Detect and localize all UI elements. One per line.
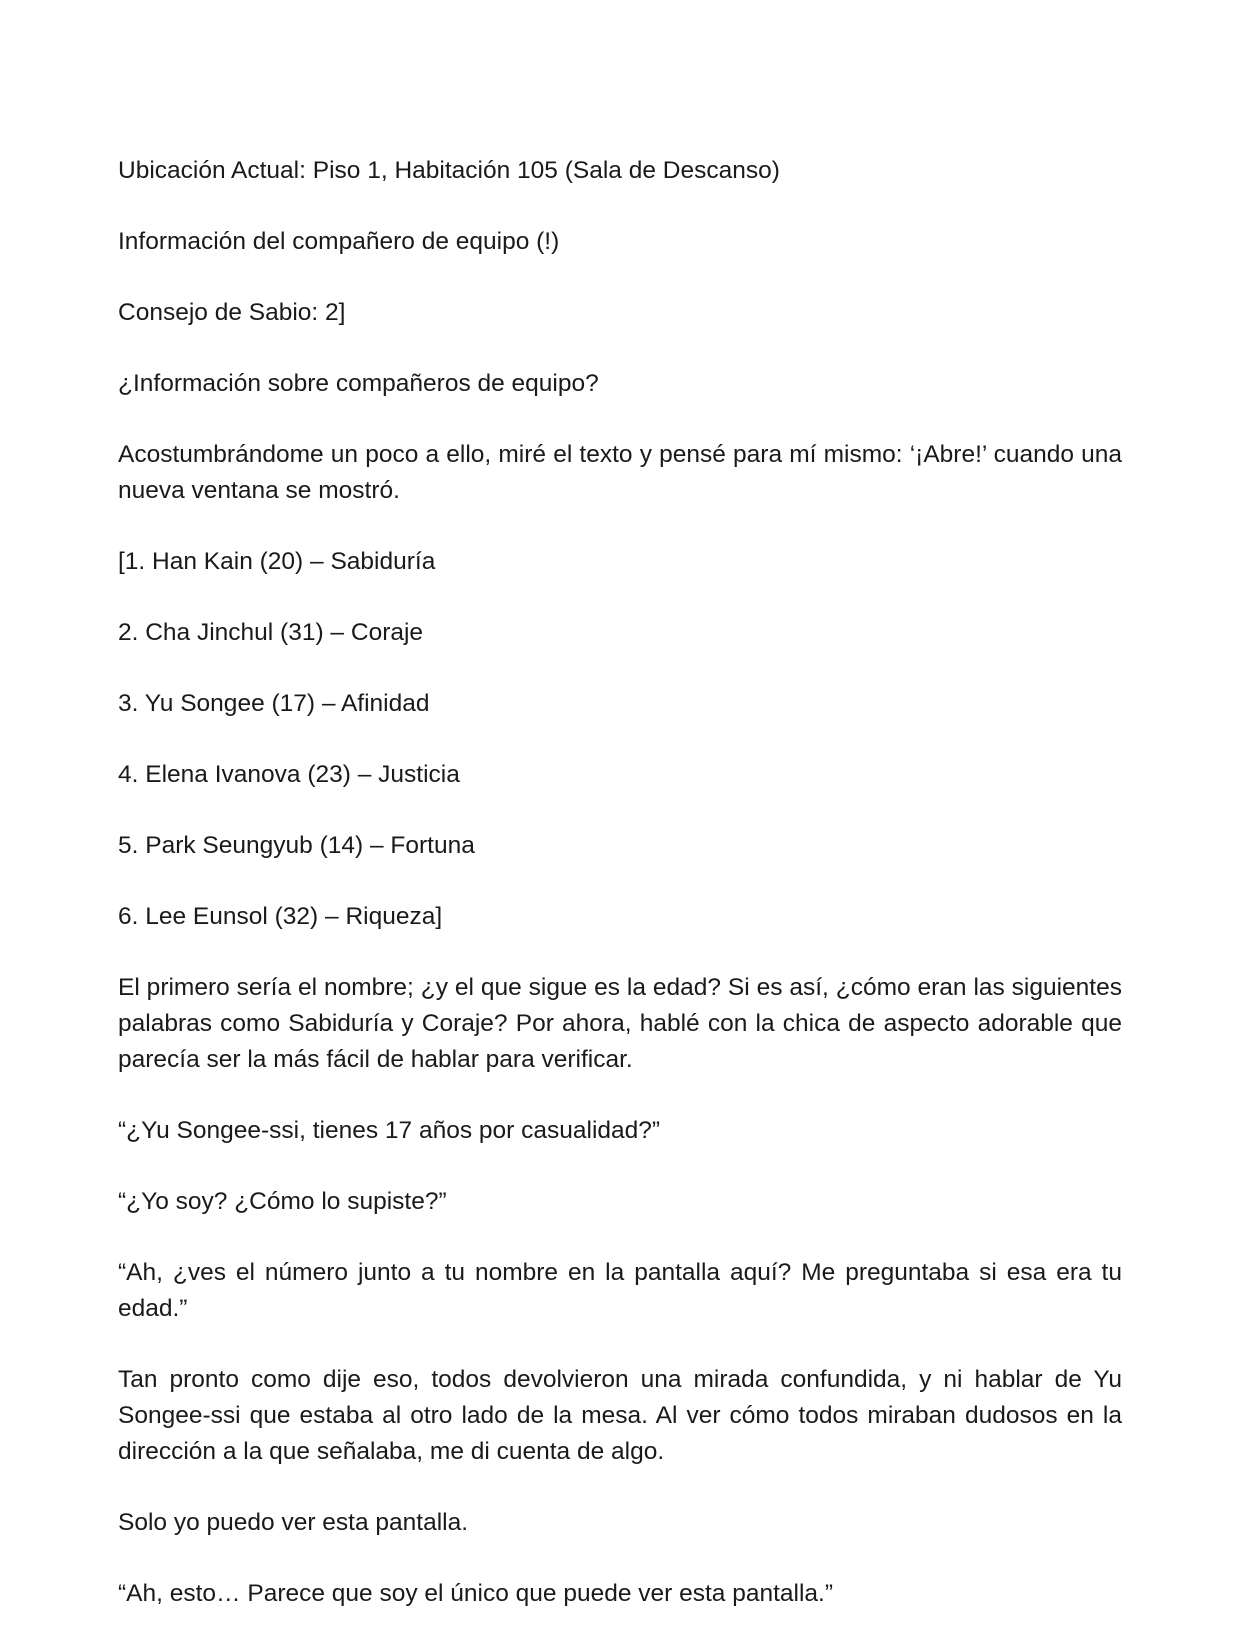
document-body (118, 153, 1122, 1647)
paragraph-teammate-info: Información del compañero de equipo (!) (118, 228, 560, 255)
paragraph-narration: Acostumbrándome un poco a ello, miré el texto y pensé para mí mismo: ‘¡Abre!’ cuando una nueva ventana se mostró. (118, 441, 1122, 504)
list-item-teammate: [1. Han Kain (20) – Sabiduría (118, 548, 436, 575)
paragraph-location: Ubicación Actual: Piso 1, Habitación 105 (Sala de Descanso) (118, 157, 780, 184)
paragraph-sage-advice: Consejo de Sabio: 2] (118, 299, 346, 326)
paragraph-dialogue: “Ah, ¿ves el número junto a tu nombre en la pantalla aquí? Me preguntaba si esa era tu edad.” (118, 1259, 1122, 1322)
list-item-teammate: 3. Yu Songee (17) – Afinidad (118, 690, 430, 717)
list-item-teammate: 6. Lee Eunsol (32) – Riqueza] (118, 903, 443, 930)
paragraph-question: ¿Información sobre compañeros de equipo? (118, 370, 599, 397)
list-item-teammate: 4. Elena Ivanova (23) – Justicia (118, 761, 460, 788)
paragraph-narration: Solo yo puedo ver esta pantalla. (118, 1509, 469, 1536)
paragraph-narration: El primero sería el nombre; ¿y el que sigue es la edad? Si es así, ¿cómo eran las siguientes palabras como Sabiduría y Coraje? Por ahora, hablé con la chica de aspecto adorable que parecía ser la más fácil de hablar para verificar. (118, 974, 1122, 1073)
paragraph-dialogue: “¿Yu Songee-ssi, tienes 17 años por casualidad?” (118, 1117, 661, 1144)
paragraph-dialogue: “¿Yo soy? ¿Cómo lo supiste?” (118, 1188, 447, 1215)
paragraph-narration: Tan pronto como dije eso, todos devolvieron una mirada confundida, y ni hablar de Yu Songee-ssi que estaba al otro lado de la mesa. Al ver cómo todos miraban dudosos en la dirección a la que señalaba, me di cuenta de algo. (118, 1366, 1122, 1465)
list-item-teammate: 2. Cha Jinchul (31) – Coraje (118, 619, 424, 646)
list-item-teammate: 5. Park Seungyub (14) – Fortuna (118, 832, 475, 859)
paragraph-dialogue: “Ah, esto… Parece que soy el único que puede ver esta pantalla.” (118, 1580, 834, 1607)
